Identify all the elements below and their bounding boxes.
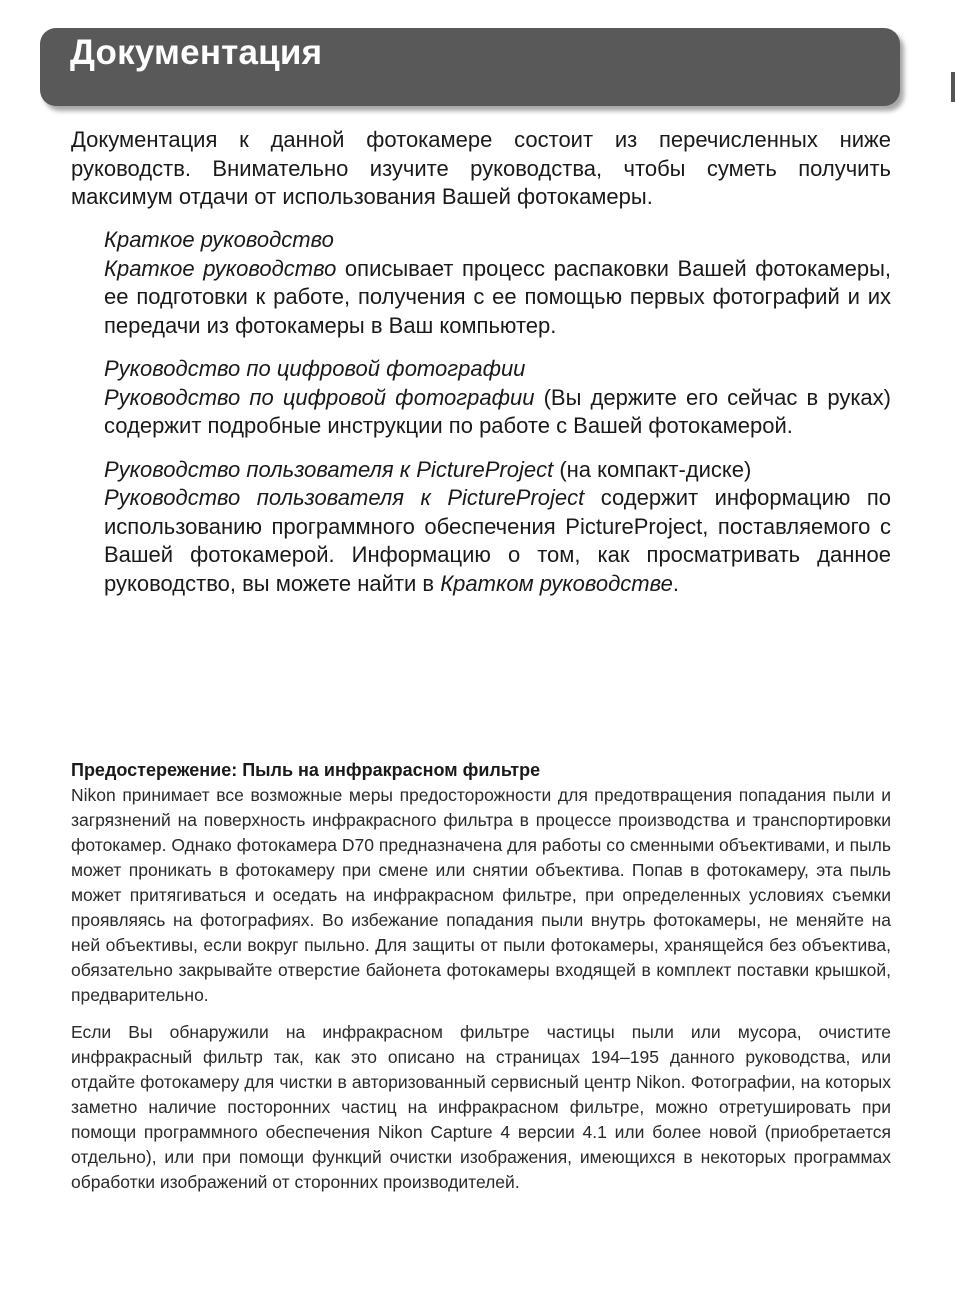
caution-heading: Предостережение: Пыль на инфракрасном фильтре xyxy=(71,760,541,780)
page-title: Документация xyxy=(70,33,323,72)
manual-description: (Вы держите его сейчас в руках) содержит подробные инструкции по работе с Вашей фотокамерой. xyxy=(104,384,891,438)
manual-description: содержит информацию по использованию программного обеспечения PictureProject, поставляемого с Вашей фотокамерой. Информацию о том, как просматривать данное руководство, вы можете найти в xyxy=(104,485,891,596)
manual-title: Руководство по цифровой фотографии xyxy=(104,356,526,381)
manual-desc-title: Руководство пользователя к PictureProject xyxy=(104,485,585,510)
manual-entry-digital-photography xyxy=(104,355,891,441)
manual-description-end: . xyxy=(672,570,679,596)
manual-reference-title: Кратком руководстве xyxy=(440,570,673,596)
manual-title: Краткое руководство xyxy=(104,227,334,252)
manual-title: Руководство пользователя к PictureProject xyxy=(104,456,554,482)
manual-desc-title: Руководство по цифровой фотографии xyxy=(104,384,535,410)
caution-paragraph: Nikon принимает все возможные меры предосторожности для предотвращения попадания пыли и загрязнений на поверхность инфракрасного фильтра в процессе производства и транспортировки фотокамер. Однако фотокамера D70 предназначена для работы со сменными объективами, и пыль может проникать в фотокамеру при смене или снятии объектива. Попав в фотокамеру, эта пыль может притягиваться и оседать на инфракрасном фильтре, при определенных условиях съемки проявляясь на фотографиях. Во избежание попадания пыли внутрь фотокамеры, не меняйте на ней объективы, если вокруг пыльно. Для защиты от пыли фотокамеры, хранящейся без объектива, обязательно закрывайте отверстие байонета фотокамеры входящей в комплект поставки крышкой, предварительно. xyxy=(71,785,891,1005)
manuals-list xyxy=(104,226,891,613)
page-edge-mark xyxy=(951,72,955,102)
manual-entry-quick-start xyxy=(104,226,891,340)
manual-title-suffix: (на компакт-диске) xyxy=(553,456,752,482)
manual-entry-pictureproject xyxy=(104,456,891,599)
intro-paragraph: Документация к данной фотокамере состоит из перечисленных ниже руководств. Внимательно изучите руководства, чтобы суметь получить максимум отдачи от использования Вашей фотокамеры. xyxy=(71,127,891,209)
manual-description: описывает процесс распаковки Вашей фотокамеры, ее подготовки к работе, получения с ее помощью первых фотографий и их передачи из фотокамеры в Ваш компьютер. xyxy=(104,255,891,338)
manual-desc-title: Краткое руководство xyxy=(104,255,337,281)
section-header-bar xyxy=(40,28,900,106)
caution-box xyxy=(71,758,891,1207)
caution-paragraph: Если Вы обнаружили на инфракрасном фильтре частицы пыли или мусора, очистите инфракрасный фильтр так, как это описано на страницах 194–195 данного руководства, или отдайте фотокамеру для чистки в авторизованный сервисный центр Nikon. Фотографии, на которых заметно наличие посторонних частиц на инфракрасном фильтре, можно отретушировать при помощи программного обеспечения Nikon Capture 4 версии 4.1 или более новой (приобретается отдельно), или при помощи функций очистки изображения, имеющихся в некоторых программах обработки изображений от сторонних производителей. xyxy=(71,1022,891,1192)
